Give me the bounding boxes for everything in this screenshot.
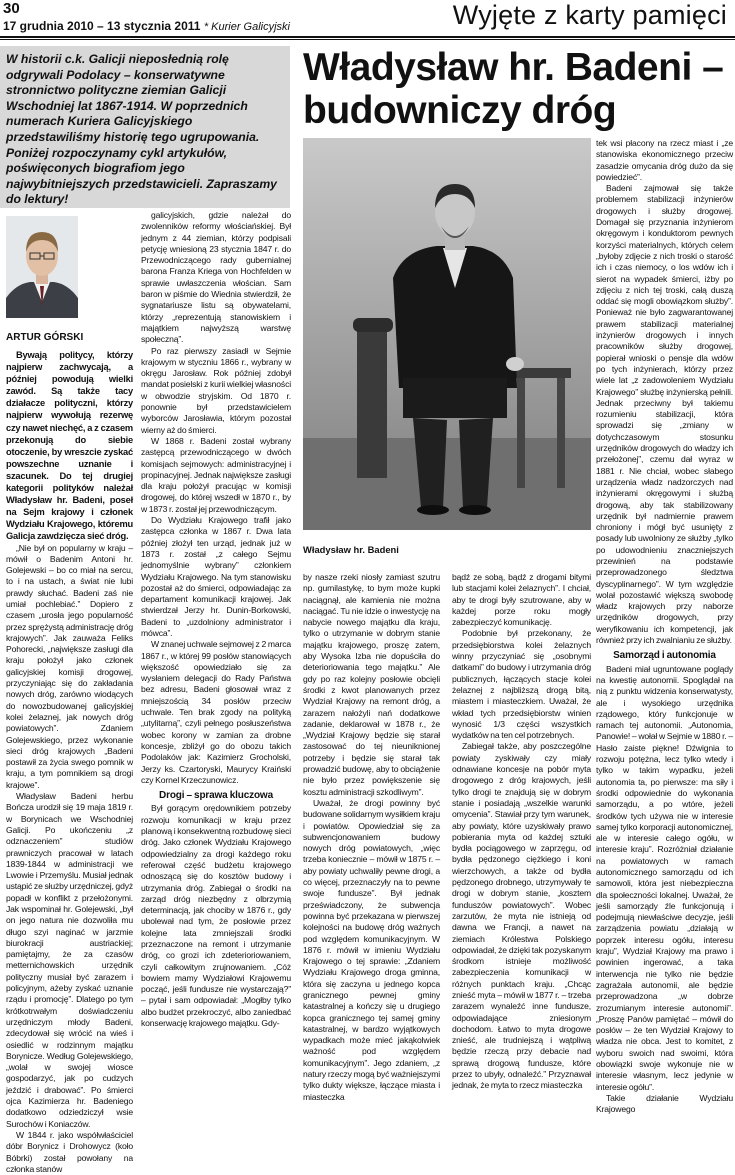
paragraph: Zabiegał także, aby poszczególne powiaty zyskiwały czy miały odnawiane koncesje na pobór myta drogowego z dróg krajowych, jeśli tylko drogi te znajdują się w dobrym stanie i posiadają „wszelkie warunki omycenia”. Stawiał przy tym warunek, aby powiaty, które uzyskiwały prawo pobierania myta od każdej sztuki bydła pociągowego w zaprzęgu, od bydła pędzonego ciężkiego i koni wierzchowych, a także od bydła pędzonego drobnego, utrzymywały te drogi w dobrym stanie, „kosztem funduszów powiatowych”. Wobec zarzutów, że myta nie istnieją od dawna we Francji, a nawet na ziemiach Królestwa Polskiego odpowiadał, że dzięki tak pozyskanym środkom istnieje możliwość zabezpieczenia komunikacji w różnych punktach kraju. „Chcąc znieść myta – mówił w 1877 r. – trzeba zarazem wynaleźć inne fundusze, odpowiadające zniesionym dochodom. Łatwo to myta drogowe znieść, ale trudniejszą i wątpliwą będzie rzeczą przy debacie nad sprawą drogową fundusze, które przez to ubyły, odnaleźć.” Przyznawał jednak, że myta to rzecz miasteczka xyxy=(452,741,591,1091)
paragraph: Do Wydziału Krajowego trafił jako zastępca członka w 1867 r. Dwa lata później złożył ten urząd, jednak już w 1873 r. został „z całego Sejmu jednomyślnie wybrany” członkiem Wydziału Krajowego. Na tym stanowisku pozostał aż do śmierci, odpowiadając za departament komunikacji krajowej. Jak stwierdzał Jerzy hr. Dunin-Borkowski, Badeni to „uzdolniony administrator i mówca”. xyxy=(141,515,291,638)
lead-paragraph: Bywają politycy, którzy najpierw zachwycają, a później powodują wielki zawód. Są także tacy działacze polityczni, którzy najpierw wywołują rezerwę czy nawet niechęć, a z czasem przekonują do siebie otoczenie, by wreszcie zyskać powszechne uznanie i szacunek. Do tej drugiej kategorii polityków należał Władysław hr. Badeni, poseł na Sejm krajowy i członek Wydziału Krajowego, któremu Galicja zawdzięcza sieć dróg. xyxy=(6,350,133,542)
article-column-3 xyxy=(303,572,440,1103)
paragraph: by nasze rzeki niosły zamiast szutru np. gumilastykę, to bym może kupki naciągnął, ale kamienia nie można naciągać. Tu nie idzie o inwestycję na nabycie nowego majątku dla kraju, tylko o utrzymanie w dobrym stanie majątku krajowego, proszę zatem, aby Wysoka Izba nie dopuściła do deterioriowania tego majątku.” Ale gdy po raz kolejny posłowie obcięli środki z kwot planowanych przez Wydział Krajowy na remont dróg, a zarazem nałożyli nań dodatkowe zadanie, deklarował w 1878 r., że „Wydział Krajowy będzie się starał zastosować do tej nieuniknionej potrzeby i będzie się starał tak prowadzić budowę, aby to obciążenie nie było przez powiększenie się kosztu administracji szkodliwym”. xyxy=(303,572,440,797)
author-byline: ARTUR GÓRSKI xyxy=(6,332,84,343)
paragraph: galicyjskich, gdzie należał do zwolenników reformy włościańskiej. Był jednym z 44 ziemian, którzy podpisali petycję wniesioną 23 stycznia 1847 r. do Przewodniczącego rady gubernialnej barona Franza Kriega von Hochfelden w sprawie uwłaszczenia włościan. Sam baron w piśmie do Wiednia stwierdził, że sygnatariusze listu są obywatelami, którzy „reprezentują stanowiskiem i majątkiem najwyższą warstwę społeczną”. xyxy=(141,210,291,345)
paragraph: Badeni miał ugruntowane poglądy na kwestię autonomii. Spoglądał na nią z punktu widzenia konserwatysty, ale i wysokiego urzędnika rządowego, który funkcjonuje w ramach tej autonomii. „Autonomia, Panowie! – wołał w Sejmie w 1880 r. – Hasło zaiste piękne! Dźwignia to rozwoju potężna, lecz tylko wtedy i tylko w takim wypadku, jeżeli autonomia ta, po pierwsze: ma siły i środki odpowiednie do wykonania samorządu, a po wtóre, jeżeli środków tych używa nie w interesie samej tylko korporacji autonomicznej, ale w interesie całego ogółu, w interesie kraju”. Rozróżniał działanie na powiatowych w ramach autonomicznego samorządu od ich samowoli, która jest niebezpieczna dla społeczności lokalnej. Uważał, że jeśli samorządy źle funkcjonują i podejmują niewłaściwe decyzje, jeśli zarządzenia powiatu „działają w poprzek interesu ogółu, interesu kraju”, Wydział Krajowy ma prawo i powinien ingerować, a taka interwencja nie tylko nie będzie zagrażała autonomii, ale będzie przeprowadzona „w dobrze zrozumianym interesie autonomii”. „Proszę Panów pamiętać – mówił do posłów – że ten Wydział Krajowy to władza nie obca. Jest to komitet, z wyboru swoich nad swoimi, która obowiązki swoje wykonuje nie w interesie własnym, lecz jedynie w interesie ogółu”. xyxy=(596,663,733,1092)
paragraph: Badeni zajmował się także problemem stabilizacji inżynierów drogowych i służby drogowej. Domagał się przyznania inżynierom okręgowym i konduktorom pewnych korzyści materialnych, których celem „byłoby zdjęcie z nich troski o starość ich i czas niemocy, o los wdów ich i sierot na wypadek śmierci, iżby po zdjęciu z nich tej troski, całą duszą oddać się mogli obowiązkom służby”. Ponieważ nie było zagwarantowanej prawem stabilizacji materialnej inżynierów drogowych i innych pracowników służby drogowej, popierał wnioski o pensje dla wdów po tych inżynierach, którzy przez wiele lat „z zadowoleniem Wydziału Krajowego” służbę inżynierską pełnili. Jednak przeciwny był takiemu rozumieniu stabilizacji, która sprowadzi się „zmiany w dotychczasowym stosunku urzędników drogowych do władzy ich przełożonej”, czemu dał wyraz w 1881 r. Nie chciał, wobec słabego urządzenia władz nadzorczych nad inżynierami okręgowymi i służbą drogową, aby tak stabilizowany urzędnik był nadmiernie prawem chroniony i mógł być usunięty z posady lub uwolniony ze służby „tylko po udowodnieniu znaczniejszych przewinień na podstawie przeprowadzonego śledztwa dyscyplinarnego”. W tym względzie wolał pozostawić większą swobodę władz krajowych przy naborze urzędników drogowych, przy weryfikowaniu ich kompetencji, jak również przy ich zwalnianiu ze służby. xyxy=(596,183,733,646)
paragraph: W znanej uchwale sejmowej z 2 marca 1867 r., w której 99 posłów stanowiących większość opowiedziało się za wysłaniem delegacji do Rady Państwa bez adresu, Badeni głosował wraz z mniejszością 34 posłów przeciw uchwale. Ten brak zgody na polityką „utylitarną”, czyli pełnego posłuszeństwa wobec korony w zamian za drobne koncesje, zbliżył go do obozu takich Podolaków jak: Kazimierz Grocholski, Jerzy ks. Czartoryski, Maurycy Kraiński czy Kornel Krzeczunowicz. xyxy=(141,639,291,785)
paragraph: Był gorącym orędownikiem potrzeby rozwoju komunikacji w kraju przez planową i konsekwentną rozbudowę sieci dróg. Jako członek Wydziału Krajowego odpowiedzialny za drogi każdego roku referował część budżetu krajowego odnoszącą się do kosztów budowy i utrzymania dróg. Zabiegał o środki na zarząd dróg niezbędny z olbrzymią determinacją, jak chociby w 1876 r., gdy ubolewał nad tym, że posłowie przez kolejne lata zmniejszali środki przeznaczone na remont i utrzymanie dróg, co grozi ich zdeterioriowaniem, czyli całkowitym zrujnowaniem. „Cóż bowiem mamy Wydziałowi Krajowemu począć, jeśli fundusze nie wystarczają?” – pytał i sam odpowiadał: „Mogłby tylko albo budżet przekroczyć, albo zaniedbać konserwację krajowego majątku. Gdy- xyxy=(141,803,291,1029)
photo-caption: Władysław hr. Badeni xyxy=(303,544,399,555)
paragraph: tek wsi płacony na rzecz miast i „ze stanowiska ekonomicznego przeciw zasadzie omycania dróg dużo da się powiedzieć”. xyxy=(596,138,733,182)
issue-dates xyxy=(3,19,290,33)
paragraph: Po raz pierwszy zasiadł w Sejmie krajowym w styczniu 1866 r., wybrany w okręgu Jarosław. Rok później zdobył mandat posielski z kurii wielkiej własności w obwodzie stryjskim. Od 1870 r. ponownie był przedstawicielem wyborców Jarosławia, którym pozostał wierny aż do śmierci. xyxy=(141,345,291,435)
badeni-photo xyxy=(303,138,591,530)
section-title: Wyjęte z karty pamięci xyxy=(452,0,727,30)
paragraph: Uważał, że drogi powinny być budowane solidarnym wysiłkiem kraju i powiatów. Opowiedział się za subwencjonowaniem budowy nowych dróg powiatowych, „więc trzeba koniecznie – mówił w 1875 r. – aby powiaty uchwaliły pewne drogi, a co więcej, przeznaczyły na to pewne swoje fundusze”. Był jednak przeświadczony, że subwencja powinna być przekazana w pierwszej kolejności na budowę dróg ważnych pod względem komunikacyjnym. W 1876 r. mówił w imieniu Wydziału Krajowego o tej sprawie: „Zdaniem Wydziału Krajowego droga gminna, która się zaczyna u jednego kopca granicznego pewnej gminy katastralnej a kończy się u drugiego kopca granicznego tej samej gminy katastralnej, w bardzo wyjątkowych wypadkach może mieć jakąkolwiek ważność pod względem komunikacyjnym”. Jego zdaniem, „z natury rzeczy mogą być ważniejszymi tylko dukty większe, łączące miasta i miasteczka xyxy=(303,797,441,1102)
paragraph: Takie działanie Wydziału Krajowego xyxy=(596,1092,733,1115)
paragraph: W 1844 r. jako współwłaściciel dóbr Borynicz i Drohowycz (koło Bóbrki) został powołany na członka stanów xyxy=(6,1129,133,1174)
subheading-self-government: Samorząd i autonomia xyxy=(613,650,716,662)
subheading-roads: Drogi – sprawa kluczowa xyxy=(159,790,273,802)
article-column-2 xyxy=(141,210,291,1029)
article-headline: Władysław hr. Badeni – budowniczy dróg xyxy=(303,46,724,132)
paragraph: bądź ze sobą, bądź z drogami bitymi lub stacjami kolei żelaznych”. I chciał, aby te drogi były szutrowane, aby w każdej porze roku mogły zabezpieczyć komunikację. xyxy=(452,572,591,628)
header-rule xyxy=(0,36,735,38)
publication-name: * Kurier Galicyjski xyxy=(203,21,290,33)
paragraph: W 1868 r. Badeni został wybrany zastępcą przewodniczącego w dwóch komisjach sejmowych: administracyjnej i propinacyjnej. Jednak największe zasługi dla kraju położył pracując w komisji drogowej, do której wszedł w 1870 r., by w 1873 r. został jej przewodniczącym. xyxy=(141,435,291,514)
article-column-right xyxy=(596,138,733,1116)
paragraph: Władysław Badeni herbu Bończa urodził się 19 maja 1819 r. w Borynicach we Wschodniej Galicji. Po ukończeniu „z odznaczeniem” studiów prawniczych pracował w latach 1839-1844 w administracji we Lwowie i Przemyślu. Musiał jednak ustąpić ze służby urzędniczej, gdyż popadł w konflikt z przełożonymi. Jak wspominał hr. Golejewski, „był on jego natura nie dozwoliła mu długo szyi naginać w jarzmie biurokracji austriackiej; pamiętajmy, że za czasów metternichowskich urzędnik polityczny musiał być zarazem i policyjnym, ażeby zyskać uznanie rządu i promocję”. Dlatego po tym krótkotrwałym doświadczeniu urzędniczym młody Badeni, zdecydował się wrócić na wieś i osiedlić w rodzinnym majątku Borynicze. Według Golejewskiego, „wolał w swojej wiosce gospodarzyć, jak po cudzych jeździć i drabować”. Po śmierci ojca Kazimierza hr. Badeniego dodatkowo odziedziczył wsie Surochów i Koniaczów. xyxy=(6,791,133,1129)
header-rule-thin xyxy=(0,39,735,40)
intro-text: W historii c.k. Galicji nieposłednią rolę odgrywali Podolacy – konserwatywne stronnictwo polityczne ziemian Galicji Wschodniej lat 1867-1914. W poprzednich numerach Kuriera Galicyjskiego przedstawiliśmy historię tego ugrupowania. Poniżej rozpoczynamy cykl artykułów, poświęconych biografiom jego najwybitniejszych przedstawicieli. Zapraszamy do lektury! xyxy=(6,52,277,207)
paragraph: „Nie był on popularny w kraju – mówił o Badenim Antoni hr. Golejewski – bo co miał na sercu, to i na ustach, a świat nie lubi prawdy słuchać. Badeni zaś nie umiał pochlebiać.” Dopiero z czasem „urosła jego popularność przez sprężystą administrację dróg krajowych”. Jak zauważa Feliks Pohorecki, „największe zasługi dla kraju położył jako członek galicyjskiej komisji drogowej, przyczyniając się do zakładania nowych dróg, zarówno wiodących do nowozbudowanej galicyjskiej kolei żelaznej, jak nowych dróg powiatowych”. Zdaniem Golejewskiego, przez wykonanie sieci dróg krajowych „Badeni postawił za życia swego pomnik w kraju, a tym pomnikiem są drogi krajowe”. xyxy=(6,542,133,790)
issue-date-range: 17 grudnia 2010 – 13 stycznia 2011 xyxy=(3,19,201,33)
author-photo xyxy=(6,216,78,318)
paragraph: Podobnie był przekonany, że przedsiębiorstwa kolei żelaznych winny przyczyniać się „osobnymi datkami” do budowy i utrzymania dróg publicznych, łączących stacje kolei żelaznej z najbliższą drogą bitą, miastem i miasteczkiem. Uważał, że wkład tych przedsiębiorstw winien wynosić 1/3 części wszystkich wydatków na ten cel potrzebnych. xyxy=(452,628,591,741)
article-column-4 xyxy=(452,572,591,1092)
page-number: 30 xyxy=(3,0,20,17)
article-column-1 xyxy=(6,349,133,1175)
